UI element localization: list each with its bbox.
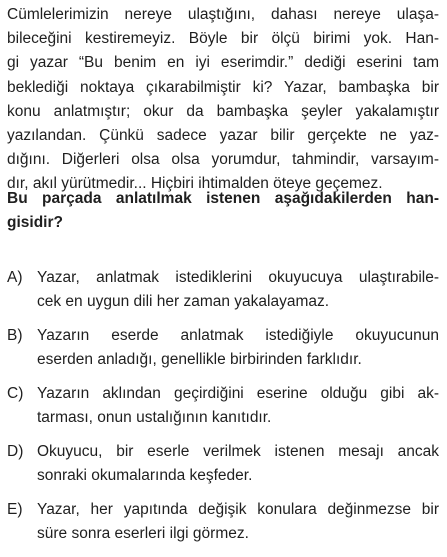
question-line: Bu parçada anlatılmak istenen aşağıdakilerden han-: [7, 190, 439, 207]
option-line: Yazarın eserde anlatmak istediğiyle okuyucunun: [37, 327, 439, 344]
option-b[interactable]: [7, 324, 439, 378]
option-d[interactable]: [7, 440, 439, 494]
option-letter: E): [7, 501, 23, 518]
passage-line: dır, akıl yürütmedir... Hiçbiri ihtimalden öteye geçemez.: [7, 175, 383, 193]
option-text: [37, 266, 439, 314]
passage-line: yazılandan. Çünkü sadece yazar bilir gerçekte ne yaz-: [7, 126, 439, 144]
option-line: eserden anladığı, genellikle birbirinden farklıdır.: [37, 351, 362, 369]
option-line: Yazarın aklından geçirdiğini eserine olduğu gibi ak-: [37, 385, 439, 402]
option-c[interactable]: [7, 382, 439, 436]
passage-line: beklediği noktaya çıkarabilmiştir ki? Yazar, bambaşka bir: [7, 78, 439, 96]
option-text: [37, 440, 439, 488]
passage-line: Cümlelerimizin nereye ulaştığını, dahası nereye ulaşa-: [7, 6, 439, 23]
passage-line: dığını. Diğerleri olsa olsa yorumdur, tahmindir, varsayım-: [7, 151, 439, 169]
question-line: gisidir?: [7, 214, 63, 232]
passage-line: bileceğini kestiremeyiz. Böyle bir ölçü birimi yok. Han-: [7, 30, 439, 48]
option-letter: D): [7, 443, 24, 460]
question-stem: [7, 187, 439, 235]
passage-line: gi yazar “Bu benim en iyi eserimdir.” dediği eserini tam: [7, 54, 439, 72]
option-letter: B): [7, 327, 23, 344]
option-a[interactable]: [7, 266, 439, 320]
option-line: Okuyucu, bir eserle verilmek istenen mesajı ancak: [37, 443, 439, 460]
passage-line: konu anlatmıştır; okur da bambaşka şeyler yakalamıştır: [7, 102, 439, 120]
option-line: tarması, onun ustalığının kanıtıdır.: [37, 409, 272, 427]
option-line: Yazar, anlatmak istediklerini okuyucuya ulaştırabile-: [37, 269, 439, 286]
option-e[interactable]: [7, 498, 439, 552]
option-line: cek en uygun dili her zaman yakalayamaz.: [37, 293, 330, 311]
option-text: [37, 324, 439, 372]
option-text: [37, 498, 439, 546]
option-line: süre sonra eserleri ilgi görmez.: [37, 525, 249, 543]
option-letter: C): [7, 385, 24, 402]
option-line: Yazar, her yapıtında değişik konulara değinmezse bir: [37, 501, 439, 518]
reading-passage: [7, 3, 439, 197]
answer-options: [7, 266, 439, 556]
option-text: [37, 382, 439, 430]
option-letter: A): [7, 269, 23, 286]
option-line: sonraki okumalarında keşfeder.: [37, 467, 253, 485]
